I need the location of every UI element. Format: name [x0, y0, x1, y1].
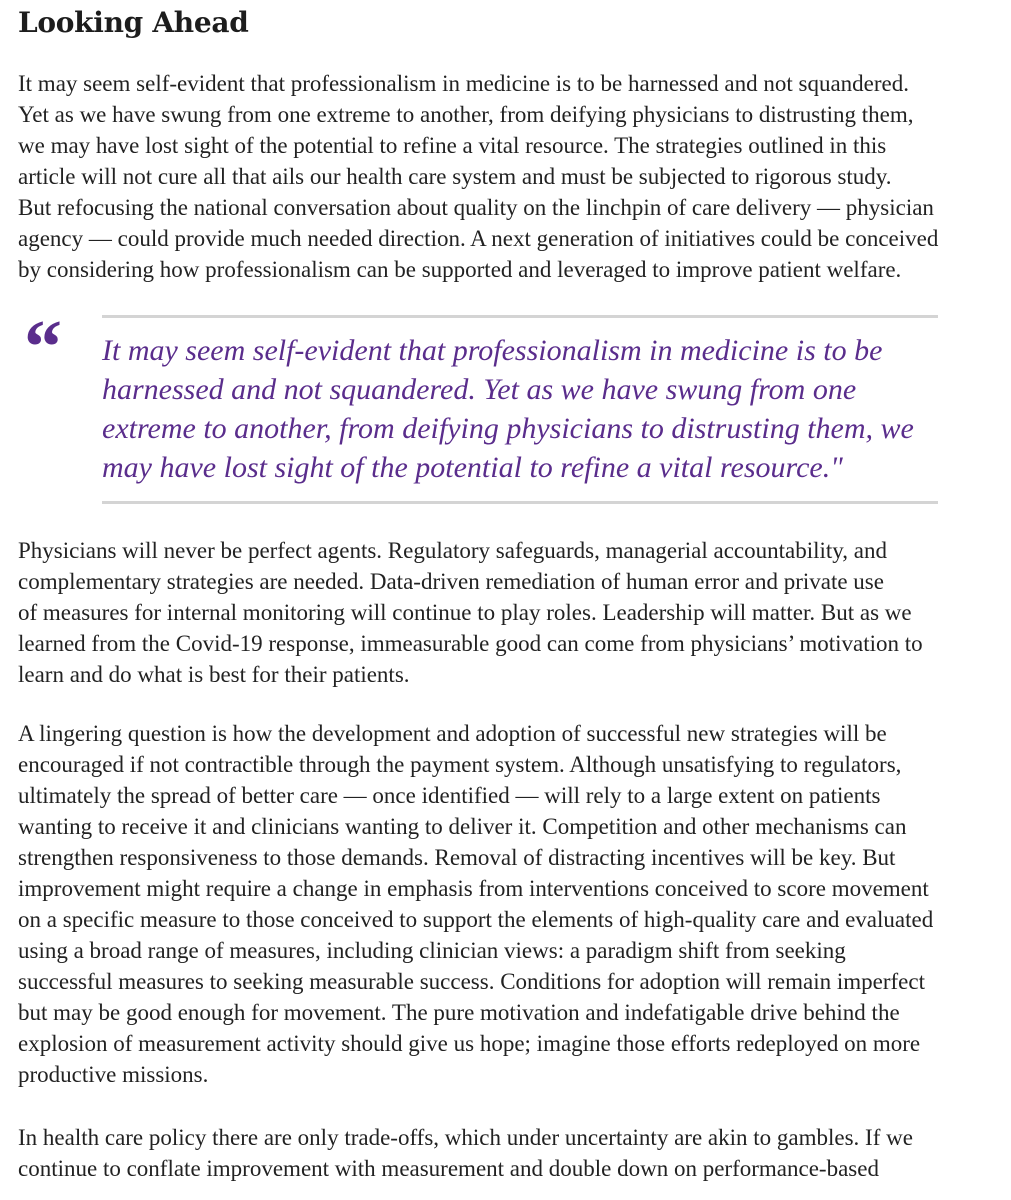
paragraph-line: learn and do what is best for their patients. [18, 662, 410, 687]
paragraph-line: Physicians will never be perfect agents. Regulatory safeguards, managerial accountability, and [18, 538, 888, 563]
paragraph-line: strengthen responsiveness to those demands. Removal of distracting incentives will be key. But [18, 845, 896, 870]
paragraph-line: but may be good enough for movement. The pure motivation and indefatigable drive behind the [18, 1000, 900, 1025]
paragraph-line: using a broad range of measures, including clinician views: a paradigm shift from seeking [18, 938, 846, 963]
paragraph-line: by considering how professionalism can be supported and leveraged to improve patient welfare. [18, 257, 902, 282]
pull-quote [18, 305, 938, 505]
paragraph-line: A lingering question is how the development and adoption of successful new strategies will be [18, 721, 887, 746]
paragraph-line: Yet as we have swung from one extreme to another, from deifying physicians to distrusting them, [18, 102, 914, 127]
paragraph-line: improvement might require a change in emphasis from interventions conceived to score movement [18, 876, 929, 901]
paragraph-line: continue to conflate improvement with measurement and double down on performance-based [18, 1156, 879, 1181]
article-body [18, 0, 1011, 1181]
pull-quote-text [102, 331, 914, 487]
paragraph-line: on a specific measure to those conceived to support the elements of high-quality care and evaluated [18, 907, 934, 932]
pull-quote-bottom-rule [102, 501, 938, 504]
pull-quote-line: may have lost sight of the potential to refine a vital resource." [102, 451, 843, 484]
paragraph-line: wanting to receive it and clinicians wanting to deliver it. Competition and other mechanisms can [18, 814, 907, 839]
paragraph-line: learned from the Covid-19 response, immeasurable good can come from physicians’ motivation to [18, 631, 923, 656]
pull-quote-top-rule [102, 315, 938, 318]
paragraph-line: ultimately the spread of better care — once identified — will rely to a large extent on patients [18, 783, 881, 808]
paragraph-line: But refocusing the national conversation about quality on the linchpin of care delivery — physician [18, 195, 934, 220]
paragraph-1 [18, 68, 938, 285]
paragraph-line: explosion of measurement activity should give us hope; imagine those efforts redeployed on more [18, 1031, 921, 1056]
section-heading: Looking Ahead [18, 6, 249, 39]
paragraph-line: successful measures to seeking measurable success. Conditions for adoption will remain imperfect [18, 969, 925, 994]
pull-quote-line: extreme to another, from deifying physicians to distrusting them, we [102, 412, 914, 445]
paragraph-line: productive missions. [18, 1062, 209, 1087]
paragraph-line: of measures for internal monitoring will continue to play roles. Leadership will matter. But as we [18, 600, 912, 625]
paragraph-line: complementary strategies are needed. Data-driven remediation of human error and private use [18, 569, 884, 594]
paragraph-line: agency — could provide much needed direction. A next generation of initiatives could be conceived [18, 226, 939, 251]
paragraph-2 [18, 535, 923, 690]
paragraph-line: encouraged if not contractible through the payment system. Although unsatisfying to regulators, [18, 752, 902, 777]
paragraph-line: article will not cure all that ails our health care system and must be subjected to rigorous study. [18, 164, 892, 189]
paragraph-line: In health care policy there are only trade-offs, which under uncertainty are akin to gambles. If we [18, 1125, 913, 1150]
pull-quote-line: harnessed and not squandered. Yet as we have swung from one [102, 373, 857, 406]
paragraph-line: we may have lost sight of the potential to refine a vital resource. The strategies outlined in this [18, 133, 887, 158]
quote-mark-icon: “ [24, 305, 62, 389]
paragraph-4 [18, 1122, 913, 1184]
paragraph-3 [18, 718, 933, 1090]
pull-quote-line: It may seem self-evident that professionalism in medicine is to be [102, 334, 883, 367]
paragraph-line: It may seem self-evident that professionalism in medicine is to be harnessed and not squandered. [18, 71, 910, 96]
